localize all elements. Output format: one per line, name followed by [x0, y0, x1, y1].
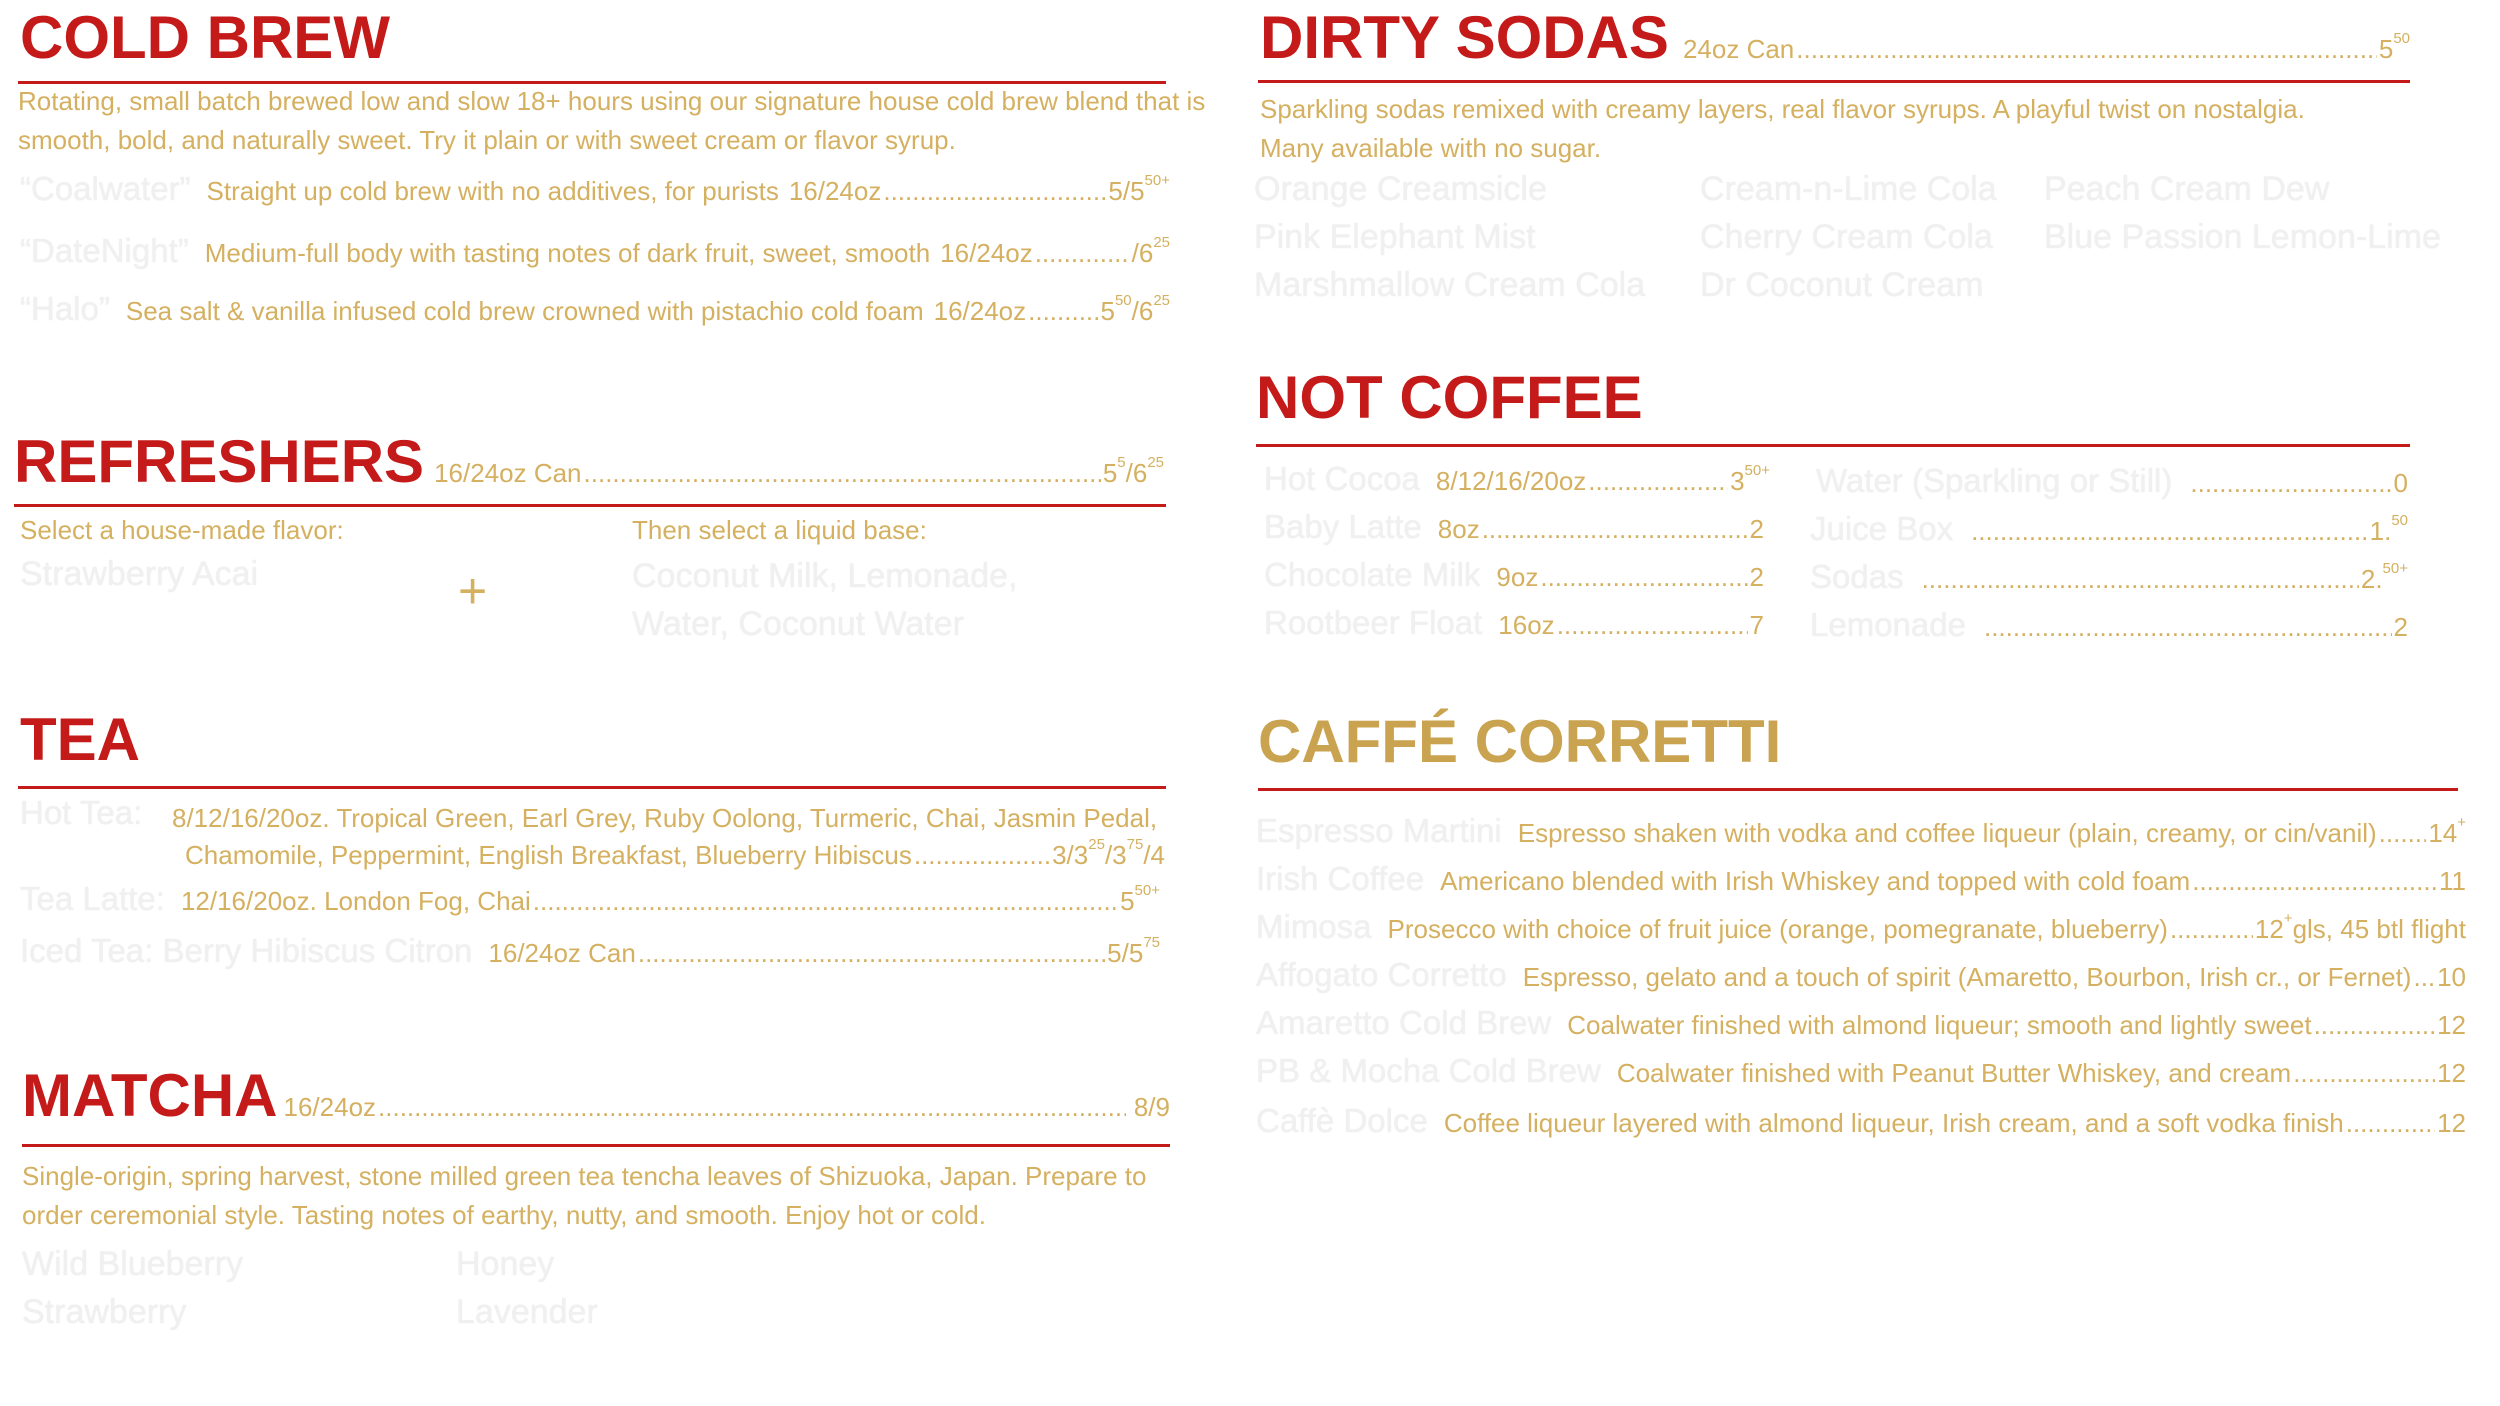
leader-dots [638, 938, 1105, 969]
dirty-sodas-size: 24oz Can [1682, 34, 1795, 64]
soda-flavor: Cherry Cream Cola [1700, 218, 1993, 256]
tea-hot-desc: Chamomile, Peppermint, English Breakfast, Blueberry Hibiscus [185, 840, 912, 870]
refreshers-rule [14, 504, 1166, 507]
item-desc: Coalwater finished with almond liqueur; smooth and lightly sweet [1567, 1010, 2312, 1040]
not-coffee-item [1264, 604, 1764, 642]
leader-dots [914, 840, 1050, 871]
not-coffee-rule [1256, 444, 2410, 447]
item-name: Sodas [1810, 558, 1904, 595]
item-name: PB & Mocha Cold Brew [1256, 1052, 1601, 1089]
item-price: 14+ [2428, 814, 2466, 848]
corretti-item [1256, 956, 2466, 994]
item-price: 0 [2393, 468, 2408, 498]
cold-brew-description: Rotating, small batch brewed low and slow 18+ hours using our signature house cold brew blend that is smooth, bold, and naturally sweet. Try it plain or with sweet cream or flavor syrup. [18, 86, 1206, 155]
item-price: 2 [1749, 514, 1764, 544]
matcha-header [22, 1062, 1170, 1129]
item-name: Juice Box [1810, 510, 1954, 547]
leader-dots [2190, 468, 2391, 499]
dirty-sodas-description: Sparkling sodas remixed with creamy layers, real flavor syrups. A playful twist on nostalgia. Many available with no sugar. [1260, 94, 2305, 163]
matcha-price: 8/9 [1133, 1092, 1170, 1122]
item-desc: 12/16/20oz. London Fog, Chai [180, 886, 531, 916]
item-price: 11 [2439, 866, 2466, 896]
corretti-item [1256, 1102, 2466, 1140]
item-size: 16/24oz [940, 238, 1033, 268]
soda-flavor: Blue Passion Lemon-Lime [2044, 218, 2441, 256]
item-name: Iced Tea: Berry Hibiscus Citron [20, 932, 473, 969]
item-price: $/6^{25}$ [1131, 234, 1170, 268]
item-desc: Espresso, gelato and a touch of spirit (Amaretto, Bourbon, Irish cr., or Fernet) [1522, 962, 2412, 992]
leader-dots [533, 886, 1118, 917]
leader-dots [2170, 914, 2253, 945]
soda-flavor: Cream-n-Lime Cola [1700, 170, 1997, 208]
item-name: Irish Coffee [1256, 860, 1425, 897]
refreshers-header [14, 428, 1164, 495]
item-price: 10 [2437, 962, 2466, 992]
soda-flavor: Marshmallow Cream Cola [1254, 266, 1646, 304]
item-size: 16oz [1498, 610, 1555, 640]
cold-brew-title: COLD BREW [20, 4, 390, 71]
matcha-rule [22, 1144, 1170, 1147]
item-size: 9oz [1496, 562, 1539, 592]
matcha-flavor: Wild Blueberry [22, 1245, 244, 1283]
item-name: Caffè Dolce [1256, 1102, 1428, 1139]
item-desc: Coalwater finished with Peanut Butter Whiskey, and cream [1616, 1058, 2292, 1088]
item-size: 8oz [1437, 514, 1480, 544]
matcha-size: 16/24oz [283, 1092, 377, 1122]
base-label: Then select a liquid base: [632, 515, 927, 545]
leader-dots [1540, 562, 1747, 593]
item-desc: Americano blended with Irish Whiskey and topped with cold foam [1440, 866, 2191, 896]
item-price: $5^{50}/6^{25}$ [1100, 292, 1170, 326]
item-name: Lemonade [1810, 606, 1966, 643]
item-name: Water (Sparkling or Still) [1816, 462, 2173, 499]
dirty-sodas-header [1260, 4, 2410, 71]
leader-dots [1035, 238, 1130, 269]
base-list: Water, Coconut Water [632, 605, 964, 643]
cold-brew-item [20, 170, 1170, 208]
caffe-corretti-rule [1258, 788, 2458, 791]
refreshers-price: $5^5/6^{25}$ [1102, 454, 1164, 488]
caffe-corretti-title: CAFFÉ CORRETTI [1258, 708, 1782, 775]
item-desc: Sea salt & vanilla infused cold brew crowned with pistachio cold foam [125, 296, 924, 326]
item-price: 12 [2437, 1010, 2466, 1040]
item-price: 12 [2437, 1108, 2466, 1138]
item-price: $3^{50+}$ [1730, 462, 1770, 496]
dirty-sodas-rule [1258, 80, 2410, 83]
soda-flavor: Orange Creamsicle [1254, 170, 1547, 208]
item-name: “Halo” [20, 290, 110, 327]
cold-brew-item [20, 290, 1170, 328]
item-price: 2.$^{50+}$ [2360, 560, 2408, 594]
flavor-label: Select a house-made flavor: [20, 515, 344, 545]
item-name: Espresso Martini [1256, 812, 1502, 849]
tea-iced-row [20, 932, 1160, 970]
leader-dots [1028, 296, 1098, 327]
matcha-description: Single-origin, spring harvest, stone milled green tea tencha leaves of Shizuoka, Japan. Prepare to order ceremonial style. Tasting notes of earthy, nutty, and smooth. Enjoy hot or cold. [22, 1161, 1147, 1230]
corretti-item [1256, 1052, 2466, 1090]
dirty-sodas-price: $5^{50}$ [2378, 30, 2410, 64]
matcha-title: MATCHA [22, 1062, 278, 1129]
item-size: 16/24oz [788, 176, 882, 206]
not-coffee-item [1816, 462, 2408, 500]
corretti-item [1256, 812, 2466, 850]
item-desc: Prosecco with choice of fruit juice (orange, pomegranate, blueberry) [1387, 914, 2168, 944]
item-price: $5/5^{50+}$ [1108, 172, 1170, 206]
item-name: “Coalwater” [20, 170, 191, 207]
leader-dots [2346, 1108, 2435, 1139]
soda-flavor: Dr Coconut Cream [1700, 266, 1984, 304]
item-name: Mimosa [1256, 908, 1372, 945]
not-coffee-title: NOT COFFEE [1256, 364, 1643, 431]
leader-dots [2413, 962, 2435, 993]
corretti-item [1256, 908, 2466, 946]
item-name: Hot Cocoa [1264, 460, 1420, 497]
tea-hot-desc: 8/12/16/20oz. Tropical Green, Earl Grey, Ruby Oolong, Turmeric, Chai, Jasmin Pedal, [172, 803, 1158, 833]
matcha-flavor: Strawberry [22, 1293, 187, 1331]
item-name: Chocolate Milk [1264, 556, 1481, 593]
item-name: Amaretto Cold Brew [1256, 1004, 1552, 1041]
not-coffee-item [1810, 510, 2408, 548]
refreshers-size: 16/24oz Can [434, 458, 582, 488]
item-price: 2 [2393, 612, 2408, 642]
soda-flavor: Peach Cream Dew [2044, 170, 2330, 208]
item-desc: Straight up cold brew with no additives, for purists [206, 176, 779, 206]
not-coffee-item [1264, 508, 1764, 546]
item-size: 16/24oz [933, 296, 1027, 326]
flavor-list: Strawberry Acai [20, 555, 259, 593]
cold-brew-item [20, 232, 1170, 270]
dirty-sodas-title: DIRTY SODAS [1260, 4, 1669, 71]
plus-icon: + [458, 563, 488, 619]
leader-dots [2293, 1058, 2435, 1089]
tea-title: TEA [20, 706, 140, 773]
matcha-flavor: Lavender [456, 1293, 598, 1331]
item-desc: Coffee liqueur layered with almond liqueur, Irish cream, and a soft vodka finish [1443, 1108, 2344, 1138]
leader-dots [584, 458, 1101, 489]
leader-dots [1482, 514, 1748, 545]
leader-dots [1971, 516, 2368, 547]
item-name: “DateNight” [20, 232, 189, 269]
corretti-item [1256, 1004, 2466, 1042]
leader-dots [1796, 34, 2377, 65]
leader-dots [883, 176, 1106, 207]
soda-flavor: Pink Elephant Mist [1254, 218, 1536, 256]
item-name: Rootbeer Float [1264, 604, 1483, 641]
tea-hot-name: Hot Tea: [20, 794, 143, 831]
base-list: Coconut Milk, Lemonade, [632, 557, 1018, 595]
leader-dots [1557, 610, 1748, 641]
leader-dots [1588, 466, 1728, 497]
item-price: 7 [1749, 610, 1764, 640]
tea-hot-price: $3/3^{25}/3^{75}/4$ [1052, 836, 1165, 870]
item-desc: Medium-full body with tasting notes of dark fruit, sweet, smooth [204, 238, 931, 268]
item-name: Baby Latte [1264, 508, 1422, 545]
not-coffee-item [1810, 606, 2408, 644]
leader-dots [378, 1092, 1126, 1123]
not-coffee-item [1264, 460, 1770, 498]
item-price: 1.50 [2369, 512, 2408, 546]
item-price: $5/5^{75}$ [1107, 934, 1160, 968]
leader-dots [2379, 818, 2427, 849]
leader-dots [1922, 564, 2359, 595]
not-coffee-item [1810, 558, 2408, 596]
item-price: $5^{50+}$ [1120, 882, 1160, 916]
tea-latte-row [20, 880, 1160, 918]
item-name: Tea Latte: [20, 880, 165, 917]
item-price: 12 [2437, 1058, 2466, 1088]
item-name: Affogato Corretto [1256, 956, 1507, 993]
item-price: 12+gls, 45 btl flight [2254, 910, 2466, 944]
leader-dots [2314, 1010, 2436, 1041]
not-coffee-item [1264, 556, 1764, 594]
tea-rule [18, 786, 1166, 789]
item-size: 16/24oz Can [488, 938, 636, 968]
leader-dots [1984, 612, 2392, 643]
leader-dots [2192, 866, 2437, 897]
item-desc: Espresso shaken with vodka and coffee liqueur (plain, creamy, or cin/vanil) [1517, 818, 2377, 848]
tea-hot-line2 [185, 836, 1165, 871]
corretti-item [1256, 860, 2466, 898]
item-size: 8/12/16/20oz [1435, 466, 1587, 496]
refreshers-title: REFRESHERS [14, 428, 425, 495]
matcha-flavor: Honey [456, 1245, 555, 1283]
item-price: 2 [1749, 562, 1764, 592]
